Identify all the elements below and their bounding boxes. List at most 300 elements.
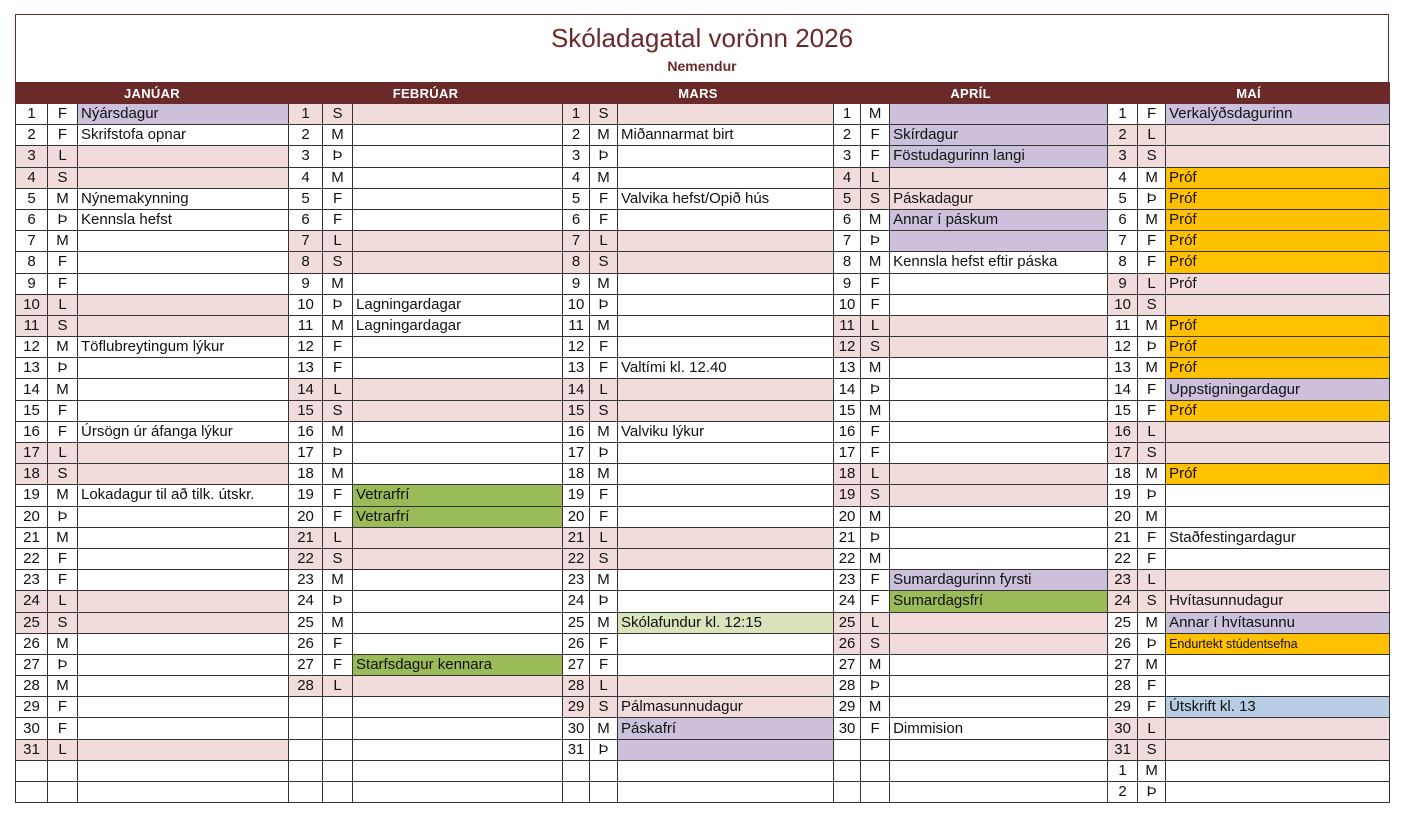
may-weekday: S [1138,146,1166,167]
january-event [78,633,289,654]
may-weekday: F [1138,527,1166,548]
january-weekday: Þ [48,654,78,675]
march-event: Valvika hefst/Opið hús [618,188,834,209]
february-weekday: Þ [323,146,353,167]
february-day-number: 20 [289,506,323,527]
march-event [618,485,834,506]
april-event: Föstudagurinn langi [890,146,1108,167]
april-weekday: L [861,315,890,336]
march-weekday: L [590,676,618,697]
may-day-number: 22 [1108,548,1138,569]
march-day-number: 9 [563,273,590,294]
march-event [618,527,834,548]
february-day-number: 4 [289,167,323,188]
may-weekday: F [1138,697,1166,718]
may-weekday: M [1138,209,1166,230]
march-day-number [563,760,590,781]
march-day-number: 27 [563,654,590,675]
april-day-number: 9 [834,273,861,294]
april-day-number: 25 [834,612,861,633]
march-event [618,443,834,464]
february-event [353,548,563,569]
table-row [16,570,1390,591]
january-weekday: F [48,421,78,442]
february-day-number: 9 [289,273,323,294]
february-day-number [289,760,323,781]
january-day-number: 11 [16,315,48,336]
april-weekday: F [861,273,890,294]
march-event [618,548,834,569]
april-day-number: 5 [834,188,861,209]
january-weekday: L [48,443,78,464]
may-day-number: 11 [1108,315,1138,336]
april-day-number: 27 [834,654,861,675]
january-day-number: 15 [16,400,48,421]
may-day-number: 1 [1108,760,1138,781]
february-event [353,676,563,697]
march-day-number: 2 [563,125,590,146]
february-weekday: M [323,315,353,336]
may-day-number: 12 [1108,337,1138,358]
january-day-number: 3 [16,146,48,167]
may-event [1166,739,1390,760]
january-weekday: Þ [48,506,78,527]
february-event [353,125,563,146]
may-event: Endurtekt stúdentsefna [1166,633,1390,654]
march-event [618,252,834,273]
april-weekday: M [861,697,890,718]
march-event [618,209,834,230]
february-weekday [323,697,353,718]
january-day-number: 10 [16,294,48,315]
april-event: Sumardagurinn fyrsti [890,570,1108,591]
february-event: Lagningardagar [353,315,563,336]
april-weekday: S [861,485,890,506]
april-weekday: F [861,421,890,442]
january-weekday: M [48,676,78,697]
january-weekday: M [48,188,78,209]
january-day-number: 12 [16,337,48,358]
may-event: Hvítasunnudagur [1166,591,1390,612]
may-event: Uppstigningardagur [1166,379,1390,400]
may-day-number: 23 [1108,570,1138,591]
may-day-number: 17 [1108,443,1138,464]
march-event [618,676,834,697]
april-day-number: 2 [834,125,861,146]
february-weekday: S [323,104,353,125]
february-event [353,782,563,803]
table-row [16,485,1390,506]
may-event [1166,718,1390,739]
april-day-number: 4 [834,167,861,188]
january-weekday: M [48,485,78,506]
april-event [890,294,1108,315]
april-day-number: 11 [834,315,861,336]
may-event: Próf [1166,358,1390,379]
table-row [16,209,1390,230]
january-event [78,570,289,591]
april-day-number: 12 [834,337,861,358]
march-event [618,379,834,400]
april-day-number: 19 [834,485,861,506]
may-weekday: L [1138,273,1166,294]
january-weekday: F [48,570,78,591]
may-event [1166,760,1390,781]
january-day-number [16,782,48,803]
february-weekday: L [323,379,353,400]
february-weekday: F [323,188,353,209]
march-weekday: S [590,252,618,273]
january-weekday: F [48,718,78,739]
march-event: Pálmasunnudagur [618,697,834,718]
may-weekday: M [1138,760,1166,781]
march-weekday: Þ [590,146,618,167]
april-weekday: Þ [861,379,890,400]
january-day-number: 29 [16,697,48,718]
april-day-number: 21 [834,527,861,548]
february-event [353,104,563,125]
table-row [16,443,1390,464]
may-event: Útskrift kl. 13 [1166,697,1390,718]
may-day-number: 16 [1108,421,1138,442]
march-day-number: 22 [563,548,590,569]
table-row [16,358,1390,379]
january-event: Töflubreytingum lýkur [78,337,289,358]
february-day-number: 1 [289,104,323,125]
january-weekday: M [48,527,78,548]
march-event [618,782,834,803]
january-event [78,252,289,273]
january-event: Skrifstofa opnar [78,125,289,146]
april-event [890,231,1108,252]
table-row [16,337,1390,358]
april-event [890,421,1108,442]
april-weekday [861,782,890,803]
january-day-number: 5 [16,188,48,209]
april-weekday: M [861,358,890,379]
february-weekday: Þ [323,443,353,464]
february-day-number: 28 [289,676,323,697]
january-event [78,358,289,379]
january-day-number: 2 [16,125,48,146]
page-subtitle: Nemendur [667,58,737,74]
january-weekday: M [48,633,78,654]
april-weekday: F [861,125,890,146]
april-weekday: L [861,612,890,633]
table-row [16,188,1390,209]
month-header-may: MAÍ [1108,83,1390,104]
march-day-number: 4 [563,167,590,188]
march-event: Valtími kl. 12.40 [618,358,834,379]
table-row [16,379,1390,400]
march-day-number: 25 [563,612,590,633]
january-weekday: F [48,252,78,273]
march-weekday [590,782,618,803]
march-event [618,231,834,252]
january-event: Lokadagur til að tilk. útskr. [78,485,289,506]
march-weekday: L [590,231,618,252]
april-weekday: M [861,506,890,527]
march-day-number: 10 [563,294,590,315]
january-weekday: M [48,379,78,400]
april-day-number: 18 [834,464,861,485]
april-weekday: Þ [861,676,890,697]
january-day-number: 30 [16,718,48,739]
april-event [890,782,1108,803]
calendar-table [15,82,1390,803]
january-weekday: L [48,591,78,612]
april-event [890,676,1108,697]
april-day-number: 8 [834,252,861,273]
march-event: Skólafundur kl. 12:15 [618,612,834,633]
april-day-number: 13 [834,358,861,379]
april-weekday: S [861,633,890,654]
april-weekday: F [861,718,890,739]
calendar-body [16,104,1390,803]
february-event [353,464,563,485]
may-weekday: M [1138,358,1166,379]
may-event [1166,485,1390,506]
table-row [16,167,1390,188]
may-day-number: 10 [1108,294,1138,315]
january-weekday: L [48,739,78,760]
january-day-number: 22 [16,548,48,569]
march-weekday: Þ [590,739,618,760]
february-day-number: 27 [289,654,323,675]
title-box [15,14,1389,82]
april-day-number: 26 [834,633,861,654]
april-event [890,485,1108,506]
april-event [890,379,1108,400]
march-event [618,570,834,591]
march-day-number: 14 [563,379,590,400]
page-title: Skóladagatal vorönn 2026 [550,23,854,53]
february-weekday: M [323,421,353,442]
january-event: Kennsla hefst [78,209,289,230]
april-weekday: S [861,188,890,209]
february-day-number: 13 [289,358,323,379]
may-weekday: M [1138,506,1166,527]
january-day-number: 18 [16,464,48,485]
may-day-number: 20 [1108,506,1138,527]
month-header-march: MARS [563,83,834,104]
february-event [353,209,563,230]
may-weekday: F [1138,676,1166,697]
april-weekday: F [861,570,890,591]
april-weekday: M [861,654,890,675]
january-event [78,760,289,781]
may-event: Próf [1166,400,1390,421]
february-event [353,231,563,252]
march-day-number: 7 [563,231,590,252]
may-event [1166,570,1390,591]
may-day-number: 25 [1108,612,1138,633]
april-event [890,464,1108,485]
table-row [16,252,1390,273]
january-weekday: M [48,231,78,252]
january-event: Nýnemakynning [78,188,289,209]
table-row [16,464,1390,485]
table-row [16,400,1390,421]
may-event: Próf [1166,252,1390,273]
may-weekday: F [1138,104,1166,125]
february-event: Vetrarfrí [353,506,563,527]
march-weekday: S [590,548,618,569]
february-event [353,612,563,633]
january-event [78,464,289,485]
march-weekday: F [590,485,618,506]
february-day-number: 7 [289,231,323,252]
march-day-number: 24 [563,591,590,612]
february-weekday: S [323,400,353,421]
february-day-number: 16 [289,421,323,442]
january-day-number: 6 [16,209,48,230]
march-event [618,104,834,125]
table-row [16,612,1390,633]
february-event [353,358,563,379]
january-event [78,612,289,633]
march-day-number: 18 [563,464,590,485]
january-event [78,739,289,760]
march-weekday: F [590,506,618,527]
january-event [78,273,289,294]
may-event [1166,125,1390,146]
january-weekday: L [48,294,78,315]
april-day-number: 1 [834,104,861,125]
january-weekday: F [48,697,78,718]
january-day-number: 25 [16,612,48,633]
april-day-number: 20 [834,506,861,527]
february-day-number [289,782,323,803]
table-row [16,676,1390,697]
may-day-number: 21 [1108,527,1138,548]
april-weekday: M [861,209,890,230]
february-day-number: 6 [289,209,323,230]
march-day-number: 13 [563,358,590,379]
may-day-number: 14 [1108,379,1138,400]
may-event: Próf [1166,337,1390,358]
february-event [353,252,563,273]
may-day-number: 6 [1108,209,1138,230]
january-day-number: 7 [16,231,48,252]
may-event [1166,294,1390,315]
april-event [890,443,1108,464]
may-day-number: 29 [1108,697,1138,718]
january-day-number: 31 [16,739,48,760]
april-weekday [861,739,890,760]
march-day-number: 17 [563,443,590,464]
may-weekday: S [1138,443,1166,464]
may-event: Próf [1166,209,1390,230]
april-weekday: S [861,337,890,358]
january-weekday: S [48,464,78,485]
may-day-number: 26 [1108,633,1138,654]
january-event [78,654,289,675]
april-weekday: Þ [861,231,890,252]
may-event: Próf [1166,464,1390,485]
february-day-number: 25 [289,612,323,633]
march-event [618,167,834,188]
march-event [618,760,834,781]
may-weekday: S [1138,294,1166,315]
may-weekday: M [1138,315,1166,336]
april-weekday: L [861,464,890,485]
february-day-number: 8 [289,252,323,273]
april-day-number [834,739,861,760]
april-event [890,527,1108,548]
february-weekday: F [323,633,353,654]
february-day-number: 14 [289,379,323,400]
april-day-number: 7 [834,231,861,252]
march-event [618,506,834,527]
february-day-number: 17 [289,443,323,464]
may-day-number: 2 [1108,782,1138,803]
january-day-number: 27 [16,654,48,675]
january-day-number: 21 [16,527,48,548]
march-event: Valviku lýkur [618,421,834,442]
february-weekday: L [323,676,353,697]
march-weekday: M [590,464,618,485]
january-day-number: 13 [16,358,48,379]
march-day-number: 6 [563,209,590,230]
april-weekday: F [861,294,890,315]
january-event: Nýársdagur [78,104,289,125]
january-event [78,400,289,421]
april-day-number: 3 [834,146,861,167]
may-event: Annar í hvítasunnu [1166,612,1390,633]
table-row [16,760,1390,781]
march-weekday: F [590,188,618,209]
april-event: Páskadagur [890,188,1108,209]
may-event [1166,421,1390,442]
january-day-number: 24 [16,591,48,612]
february-event [353,188,563,209]
april-event [890,337,1108,358]
may-weekday: F [1138,252,1166,273]
may-day-number: 19 [1108,485,1138,506]
april-weekday: L [861,167,890,188]
may-weekday: F [1138,548,1166,569]
table-row [16,125,1390,146]
april-day-number [834,760,861,781]
april-day-number: 30 [834,718,861,739]
may-weekday: M [1138,654,1166,675]
table-row [16,506,1390,527]
january-day-number: 20 [16,506,48,527]
january-weekday: Þ [48,358,78,379]
march-weekday: S [590,697,618,718]
march-event [618,739,834,760]
may-day-number: 8 [1108,252,1138,273]
march-event: Miðannarmat birt [618,125,834,146]
january-event [78,697,289,718]
february-weekday [323,760,353,781]
april-event [890,167,1108,188]
may-day-number: 2 [1108,125,1138,146]
april-weekday: M [861,104,890,125]
april-day-number: 10 [834,294,861,315]
march-weekday: M [590,718,618,739]
march-event [618,146,834,167]
january-day-number: 14 [16,379,48,400]
april-event: Dimmision [890,718,1108,739]
may-event: Próf [1166,315,1390,336]
january-event [78,718,289,739]
march-weekday: M [590,421,618,442]
march-day-number: 26 [563,633,590,654]
may-weekday: F [1138,379,1166,400]
table-row [16,739,1390,760]
